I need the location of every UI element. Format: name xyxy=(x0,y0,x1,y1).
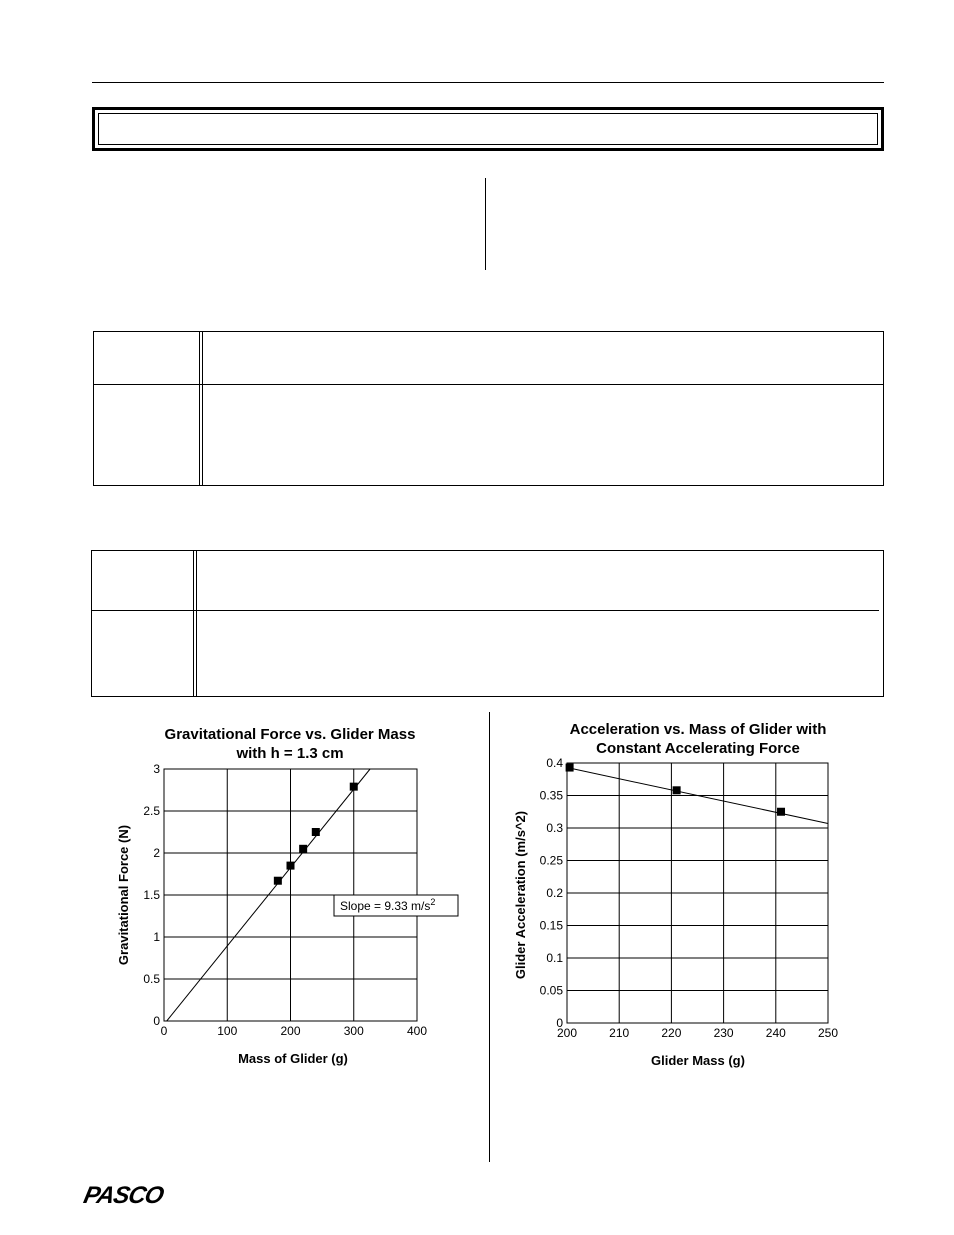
chart2-xtick-label: 250 xyxy=(817,1026,839,1040)
chart1-xlabel: Mass of Glider (g) xyxy=(238,1051,348,1066)
chart2-ytick-label: 0.05 xyxy=(539,983,563,998)
chart2-ytick-label: 0 xyxy=(556,1016,563,1030)
chart1-data-point xyxy=(312,828,320,836)
header-rule xyxy=(92,82,884,83)
chart2-xtick-label: 200 xyxy=(556,1026,578,1040)
table-1-column-divider xyxy=(199,332,203,485)
chart1-xtick-label: 200 xyxy=(280,1024,301,1038)
chart2-ylabel: Glider Acceleration (m/s^2) xyxy=(513,810,528,980)
chart2-ytick-label: 0.2 xyxy=(546,886,563,900)
chart2-ytick-label: 0.3 xyxy=(546,821,563,835)
chart2-title-line1: Acceleration vs. Mass of Glider with xyxy=(569,721,827,738)
table-2-column-divider xyxy=(193,551,197,696)
chart1-ytick-label: 0.5 xyxy=(143,972,160,986)
table-2 xyxy=(91,550,884,697)
chart1-ytick-label: 2 xyxy=(153,846,160,860)
chart1-ylabel: Gravitational Force (N) xyxy=(116,824,131,966)
table-1 xyxy=(93,331,884,486)
chart2-xtick-label: 230 xyxy=(713,1026,734,1040)
chart2-data-point xyxy=(673,786,681,794)
chart1-data-point xyxy=(274,877,282,885)
chart1-ytick-label: 1.5 xyxy=(143,888,160,902)
chart2-ytick-label: 0.35 xyxy=(539,788,563,803)
column-divider-top xyxy=(485,178,486,270)
chart2-xtick-label: 240 xyxy=(765,1026,786,1040)
chart2-grid xyxy=(567,763,828,1023)
chart1-xtick-label: 100 xyxy=(217,1024,238,1038)
chart1-annotation-text: Slope = 9.33 m/s xyxy=(340,899,431,913)
chart1-xtick-label: 0 xyxy=(160,1024,168,1038)
chart1-xtick-label: 300 xyxy=(343,1024,364,1038)
chart1-title-line1: Gravitational Force vs. Glider Mass xyxy=(164,726,416,743)
chart1-data-point xyxy=(299,845,307,853)
chart2-ytick-label: 0.4 xyxy=(546,756,563,770)
chart2-xlabel: Glider Mass (g) xyxy=(651,1053,745,1068)
chart2-data-points xyxy=(566,764,785,816)
section-title-bar xyxy=(92,107,884,151)
chart2-ytick-label: 0.1 xyxy=(546,951,563,965)
section-title-bar-inner xyxy=(98,113,878,145)
chart1-ytick-label: 2.5 xyxy=(143,804,160,818)
column-divider-charts xyxy=(489,712,490,1162)
table-2-row-separator xyxy=(92,610,879,611)
chart2-tick-labels xyxy=(540,756,839,1040)
chart2-xtick-label: 220 xyxy=(661,1026,682,1040)
chart2-xtick-label: 210 xyxy=(609,1026,630,1040)
chart-glider-acceleration xyxy=(505,715,865,1085)
chart1-data-points xyxy=(274,783,358,885)
chart1-ytick-label: 3 xyxy=(153,762,160,776)
chart2-ytick-label: 0.25 xyxy=(539,853,563,868)
chart1-ytick-label: 1 xyxy=(153,930,160,944)
chart1-xtick-label: 400 xyxy=(406,1024,428,1038)
chart2-ytick-label: 0.15 xyxy=(539,918,563,933)
chart1-ytick-label: 0 xyxy=(153,1014,160,1028)
chart2-title-line2: Constant Accelerating Force xyxy=(596,740,800,757)
chart1-slope-annotation xyxy=(334,895,458,916)
chart1-annotation-sup: 2 xyxy=(430,897,436,907)
table-1-row-separator xyxy=(94,384,883,385)
chart1-data-point xyxy=(350,783,358,791)
chart2-data-point xyxy=(566,764,574,772)
svg-text:Slope = 9.33 m/s2 xyxy=(340,897,435,913)
chart2-data-point xyxy=(777,808,785,816)
chart1-title-line2: with h = 1.3 cm xyxy=(236,745,344,762)
pasco-logo: PASCO xyxy=(81,1182,166,1209)
chart1-data-point xyxy=(287,862,295,870)
chart-gravitational-force xyxy=(100,715,480,1085)
